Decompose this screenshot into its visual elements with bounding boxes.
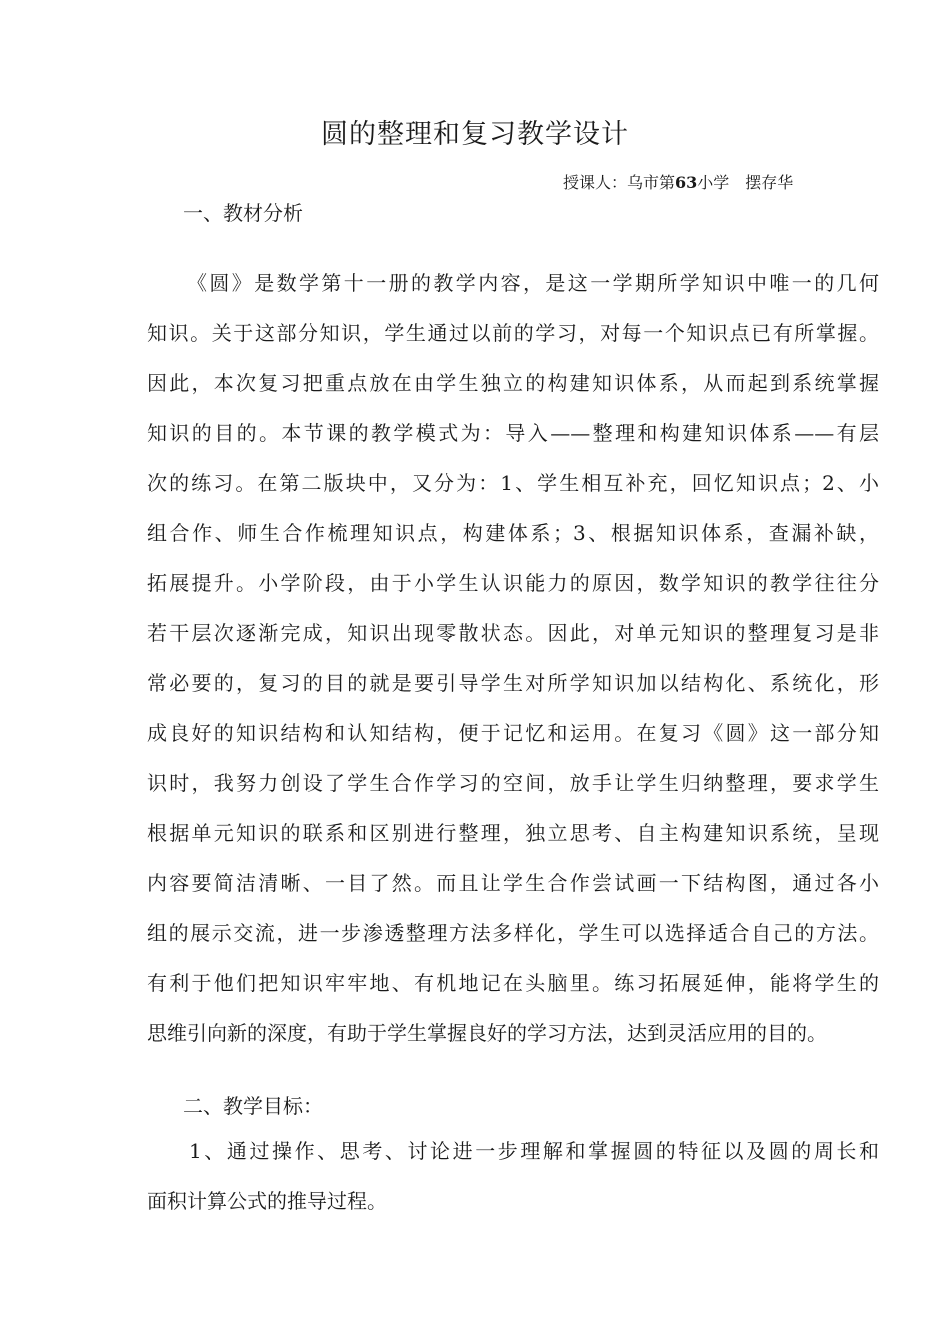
- section-heading-objectives: 二、教学目标：: [183, 1094, 323, 1118]
- school-number: 63: [675, 173, 698, 192]
- section-body-analysis: [147, 268, 879, 1068]
- paragraph-line: 识时，我努力创设了学生合作学习的空间，放手让学生归纳整理，要求学生: [147, 771, 879, 795]
- author-prefix: 授课人：乌市第: [563, 173, 676, 192]
- paragraph-line: 成良好的知识结构和认知结构，便于记忆和运用。在复习《圆》这一部分知: [147, 721, 879, 745]
- paragraph-line: 《圆》是数学第十一册的教学内容，是这一学期所学知识中唯一的几何: [187, 271, 879, 295]
- paragraph-line: 组的展示交流，进一步渗透整理方法多样化，学生可以选择适合自己的方法。: [147, 921, 879, 945]
- paragraph-line: 根据单元知识的联系和区别进行整理，独立思考、自主构建知识系统，呈现: [147, 821, 879, 845]
- paragraph-line: 因此，本次复习把重点放在由学生独立的构建知识体系，从而起到系统掌握: [147, 371, 879, 395]
- paragraph-line: 知识。关于这部分知识，学生通过以前的学习，对每一个知识点已有所掌握。: [147, 321, 879, 345]
- paragraph-line: 内容要简洁清晰、一目了然。而且让学生合作尝试画一下结构图，通过各小: [147, 871, 879, 895]
- paragraph-line: 有利于他们把知识牢牢地、有机地记在头脑里。练习拓展延伸，能将学生的: [147, 971, 879, 995]
- paragraph-line: 知识的目的。本节课的教学模式为：导入——整理和构建知识体系——有层: [147, 421, 879, 445]
- paragraph-line: 组合作、师生合作梳理知识点，构建体系；3、根据知识体系，查漏补缺，: [147, 521, 879, 545]
- author-line: [563, 170, 793, 193]
- paragraph-line: 常必要的，复习的目的就是要引导学生对所学知识加以结构化、系统化，形: [147, 671, 879, 695]
- paragraph-line: 次的练习。在第二版块中，又分为：1、学生相互补充，回忆知识点；2、小: [147, 471, 879, 495]
- document-title: 圆的整理和复习教学设计: [321, 119, 629, 150]
- objective-line: 面积计算公式的推导过程。: [147, 1189, 387, 1213]
- objective-line: 1、通过操作、思考、讨论进一步理解和掌握圆的特征以及圆的周长和: [189, 1139, 879, 1163]
- author-suffix: 小学 摆存华: [697, 173, 794, 192]
- paragraph-line: 若干层次逐渐完成，知识出现零散状态。因此，对单元知识的整理复习是非: [147, 621, 879, 645]
- section-heading-analysis: 一、教材分析: [183, 201, 303, 225]
- paragraph-line: 思维引向新的深度，有助于学生掌握良好的学习方法，达到灵活应用的目的。: [147, 1021, 827, 1045]
- section-body-objectives: [147, 1136, 879, 1236]
- paragraph-line: 拓展提升。小学阶段，由于小学生认识能力的原因，数学知识的教学往往分: [147, 571, 879, 595]
